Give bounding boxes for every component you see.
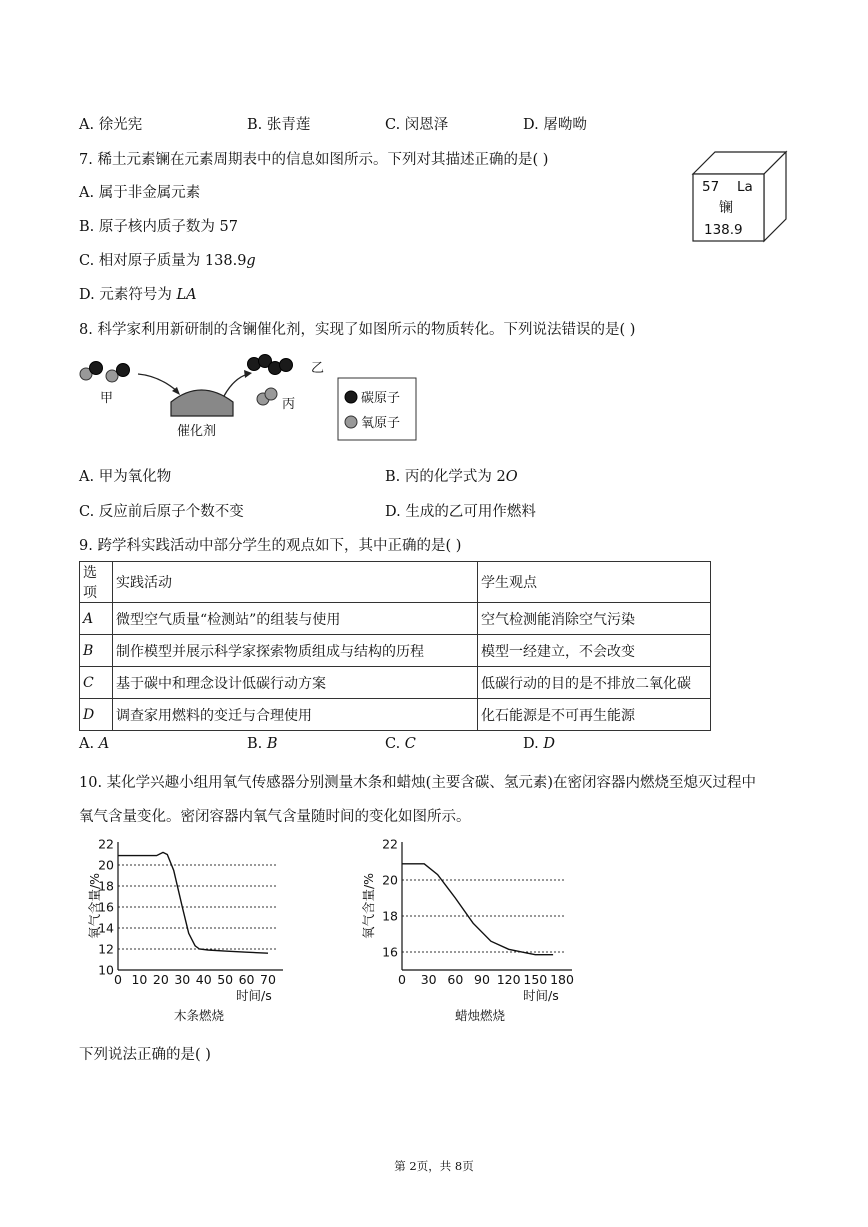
q7-option-a: A. 属于非金属元素 bbox=[79, 185, 201, 201]
label-bing: 丙 bbox=[282, 397, 296, 412]
y-tick-label: 20 bbox=[98, 857, 114, 873]
x-tick-label: 0 bbox=[398, 972, 406, 987]
legend-oxygen: 氧原子 bbox=[361, 416, 401, 431]
element-name: 镧 bbox=[719, 200, 733, 216]
table-cell: 调查家用燃料的变迁与合理使用 bbox=[113, 699, 478, 731]
q9-option-c: C. C bbox=[385, 736, 416, 752]
table-row bbox=[80, 635, 711, 667]
x-tick-label: 20 bbox=[152, 972, 169, 987]
table-cell: 制作模型并展示科学家探索物质组成与结构的历程 bbox=[113, 635, 478, 667]
q6-option-a: A. 徐光宪 bbox=[79, 117, 143, 133]
y-tick-label: 20 bbox=[382, 872, 398, 888]
x-tick-label: 90 bbox=[474, 972, 490, 987]
table-header-cell: 学生观点 bbox=[478, 562, 711, 603]
label-catalyst: 催化剂 bbox=[177, 424, 217, 439]
q6-option-d: D. 屠呦呦 bbox=[523, 117, 587, 133]
x-tick-label: 10 bbox=[131, 972, 148, 987]
x-tick-label: 70 bbox=[260, 972, 276, 987]
y-tick-label: 18 bbox=[98, 878, 114, 894]
table-row bbox=[80, 603, 711, 635]
x-tick-label: 0 bbox=[114, 972, 122, 987]
x-tick-label: 180 bbox=[550, 972, 574, 987]
q7-option-d: D. 元素符号为 LA bbox=[79, 287, 197, 303]
x-tick-label: 60 bbox=[447, 972, 464, 987]
chart-candle bbox=[355, 830, 585, 1030]
x-axis-label: 时间/s bbox=[523, 988, 559, 1003]
element-number: 57 bbox=[702, 179, 720, 195]
y-tick-label: 18 bbox=[382, 908, 398, 924]
table-cell: B bbox=[83, 642, 94, 659]
element-symbol: La bbox=[737, 179, 753, 195]
legend-carbon: 碳原子 bbox=[361, 391, 401, 406]
q10-stem-line1: 10. 某化学兴趣小组用氧气传感器分别测量木条和蜡烛(主要含碳、氢元素)在密闭容器内燃烧至熄灭过程中 bbox=[79, 775, 756, 791]
y-tick-label: 10 bbox=[98, 962, 114, 978]
q7-stem: 7. 稀土元素镧在元素周期表中的信息如图所示。下列对其描述正确的是( ) bbox=[79, 152, 549, 168]
chart-wood bbox=[85, 830, 300, 1030]
table-cell: 空气检测能消除空气污染 bbox=[478, 603, 711, 635]
y-tick-label: 22 bbox=[382, 836, 398, 852]
page-footer: 第 2页，共 8页 bbox=[394, 1159, 474, 1173]
q9-option-b: B. B bbox=[247, 736, 278, 752]
x-tick-label: 40 bbox=[195, 972, 212, 987]
q8-option-b: B. 丙的化学式为 2O bbox=[385, 469, 518, 485]
q6-option-c: C. 闵恩泽 bbox=[385, 117, 449, 133]
table-cell: D bbox=[83, 706, 95, 723]
label-jia: 甲 bbox=[100, 391, 114, 406]
table-cell: 基于碳中和理念设计低碳行动方案 bbox=[113, 667, 478, 699]
element-mass: 138.9 bbox=[704, 222, 743, 238]
q7-option-c: C. 相对原子质量为 138.9g bbox=[79, 253, 256, 269]
table-row bbox=[80, 699, 711, 731]
series-line bbox=[402, 864, 553, 955]
table-cell: 化石能源是不可再生能源 bbox=[478, 699, 711, 731]
x-tick-label: 60 bbox=[238, 972, 255, 987]
y-tick-label: 16 bbox=[98, 899, 114, 915]
q8-option-d: D. 生成的乙可用作燃料 bbox=[385, 504, 536, 520]
x-tick-label: 30 bbox=[174, 972, 191, 987]
q9-option-d: D. D bbox=[523, 736, 555, 752]
y-tick-label: 14 bbox=[98, 920, 114, 936]
table-cell: 微型空气质量“检测站”的组装与使用 bbox=[113, 603, 478, 635]
x-tick-label: 120 bbox=[496, 972, 521, 987]
label-yi: 乙 bbox=[311, 361, 325, 376]
chart-title: 蜡烛燃烧 bbox=[454, 1008, 506, 1023]
table-row bbox=[80, 667, 711, 699]
table-cell: 低碳行动的目的是不排放二氧化碳 bbox=[478, 667, 711, 699]
y-tick-label: 22 bbox=[98, 836, 114, 852]
x-tick-label: 30 bbox=[420, 972, 437, 987]
q8-option-a: A. 甲为氧化物 bbox=[79, 469, 172, 485]
q8-stem: 8. 科学家利用新研制的含镧催化剂，实现了如图所示的物质转化。下列说法错误的是( ) bbox=[79, 322, 636, 338]
q9-option-a: A. A bbox=[79, 736, 110, 752]
reaction-diagram bbox=[76, 352, 426, 444]
table-header-cell: 选项 bbox=[80, 562, 113, 603]
q7-option-b: B. 原子核内质子数为 57 bbox=[79, 219, 238, 235]
q6-option-b: B. 张青莲 bbox=[247, 117, 311, 133]
x-axis-label: 时间/s bbox=[236, 988, 272, 1003]
q9-stem: 9. 跨学科实践活动中部分学生的观点如下，其中正确的是( ) bbox=[79, 538, 462, 554]
table-header-row bbox=[80, 562, 711, 603]
q10-after-text: 下列说法正确的是( ) bbox=[79, 1047, 211, 1063]
table-header-cell: 实践活动 bbox=[113, 562, 478, 603]
table-cell: 模型一经建立，不会改变 bbox=[478, 635, 711, 667]
q9-table bbox=[79, 561, 711, 731]
series-line bbox=[118, 852, 268, 953]
table-cell: A bbox=[83, 610, 94, 627]
y-axis-label: 氧气含量/% bbox=[87, 872, 102, 940]
x-tick-label: 150 bbox=[523, 972, 548, 987]
table-cell: C bbox=[83, 674, 94, 691]
q8-option-c: C. 反应前后原子个数不变 bbox=[79, 504, 244, 520]
y-tick-label: 12 bbox=[98, 941, 114, 957]
x-tick-label: 50 bbox=[217, 972, 234, 987]
element-card bbox=[690, 148, 790, 248]
y-axis-label: 氧气含量/% bbox=[361, 872, 376, 940]
chart-title: 木条燃烧 bbox=[173, 1008, 225, 1023]
y-tick-label: 16 bbox=[382, 944, 398, 960]
q10-stem-line2: 氧气含量变化。密闭容器内氧气含量随时间的变化如图所示。 bbox=[79, 809, 471, 825]
